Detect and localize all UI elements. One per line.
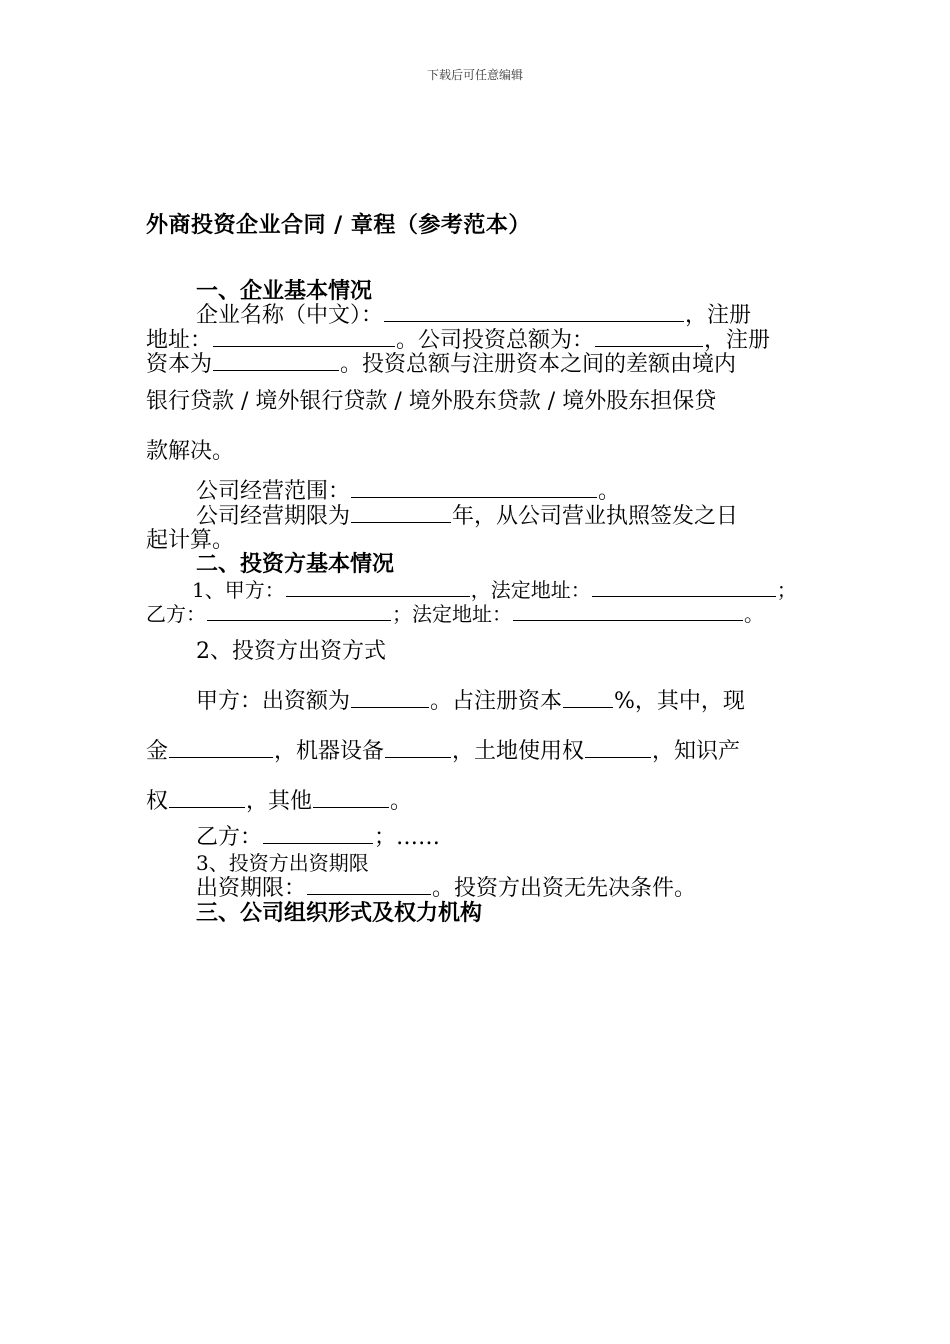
term-label: 公司经营期限为 (196, 504, 351, 529)
party-b-contribution-label: 乙方： (196, 825, 263, 850)
address-label: 地址： (146, 328, 213, 353)
section-2-heading: 二、投资方基本情况 (196, 551, 395, 577)
party-b-line (146, 598, 764, 627)
other-blank[interactable] (313, 787, 389, 808)
right-label: 权 (146, 789, 169, 814)
party-a-share-label: 。占注册资本 (430, 689, 563, 714)
party-b-period: 。 (744, 602, 764, 626)
party-b-legal-address-label: ；法定地址： (392, 602, 512, 626)
party-a-contribution-line (196, 684, 745, 715)
cash-label: 金 (146, 739, 169, 764)
loans-line-1: 银行贷款 / 境外银行贷款 / 境外股东贷款 / 境外股东担保贷 (146, 389, 717, 414)
contribution-other-line (146, 784, 412, 815)
contribution-breakdown-line (146, 734, 740, 765)
party-a-contribution-blank[interactable] (351, 687, 429, 708)
section-3-heading: 三、公司组织形式及权力机构 (196, 900, 483, 926)
company-name-label: 企业名称（中文）： (196, 303, 384, 328)
land-use-label: ，土地使用权 (452, 739, 585, 764)
term-blank[interactable] (351, 502, 451, 523)
total-investment-blank[interactable] (595, 326, 703, 347)
company-name-blank[interactable] (384, 301, 684, 322)
deadline-label: 出资期限： (196, 876, 307, 901)
party-b-address-blank[interactable] (513, 600, 743, 621)
scope-end: 。 (598, 479, 621, 504)
machinery-blank[interactable] (385, 737, 451, 758)
capital-line (146, 347, 736, 378)
machinery-label: ，机器设备 (274, 739, 385, 764)
capital-label: 资本为 (146, 352, 213, 377)
party-a-legal-address-label: ，法定地址： (470, 578, 591, 602)
ip-label: ，知识产 (652, 739, 741, 764)
party-a-semicolon: ； (776, 578, 797, 602)
party-b-contribution-blank[interactable] (263, 823, 373, 844)
term-line (196, 499, 738, 530)
document-title: 外商投资企业合同 / 章程（参考范本） (146, 212, 531, 238)
party-b-blank[interactable] (207, 600, 391, 621)
party-a-address-blank[interactable] (592, 576, 776, 597)
cash-blank[interactable] (169, 737, 273, 758)
deadline-blank[interactable] (307, 874, 431, 895)
difference-text: 。投资总额与注册资本之间的差额由境内 (340, 352, 737, 377)
other-end: 。 (390, 789, 413, 814)
party-a-contribution-label: 甲方：出资额为 (196, 689, 351, 714)
scope-label: 公司经营范围： (196, 479, 351, 504)
scope-blank[interactable] (351, 477, 597, 498)
party-b-label: 乙方： (146, 602, 206, 626)
party-a-share-blank[interactable] (563, 687, 613, 708)
ip-blank[interactable] (169, 787, 245, 808)
deadline-text: 。投资方出资无先决条件。 (432, 876, 697, 901)
company-name-suffix: ，注册 (685, 303, 752, 328)
party-a-share-suffix: %，其中，现 (614, 689, 745, 714)
total-investment-suffix: ，注册 (704, 328, 771, 353)
deadline-heading: 3、投资方出资期限 (196, 851, 369, 875)
party-b-contribution-rest: ；…… (374, 825, 441, 850)
section-1-heading: 一、企业基本情况 (196, 278, 373, 304)
party-a-blank[interactable] (286, 576, 470, 597)
term-line-2: 起计算。 (146, 528, 235, 553)
loans-line-2: 款解决。 (146, 439, 235, 464)
header-note: 下载后可任意编辑 (426, 68, 523, 82)
term-text: 年，从公司营业执照签发之日 (452, 504, 739, 529)
capital-blank[interactable] (213, 350, 339, 371)
total-investment-label: 。公司投资总额为： (396, 328, 595, 353)
other-label: ，其他 (246, 789, 313, 814)
address-blank[interactable] (213, 326, 395, 347)
party-a-label: 1、甲方： (192, 578, 285, 602)
land-use-blank[interactable] (585, 737, 651, 758)
contribution-method-heading: 2、投资方出资方式 (196, 639, 386, 664)
